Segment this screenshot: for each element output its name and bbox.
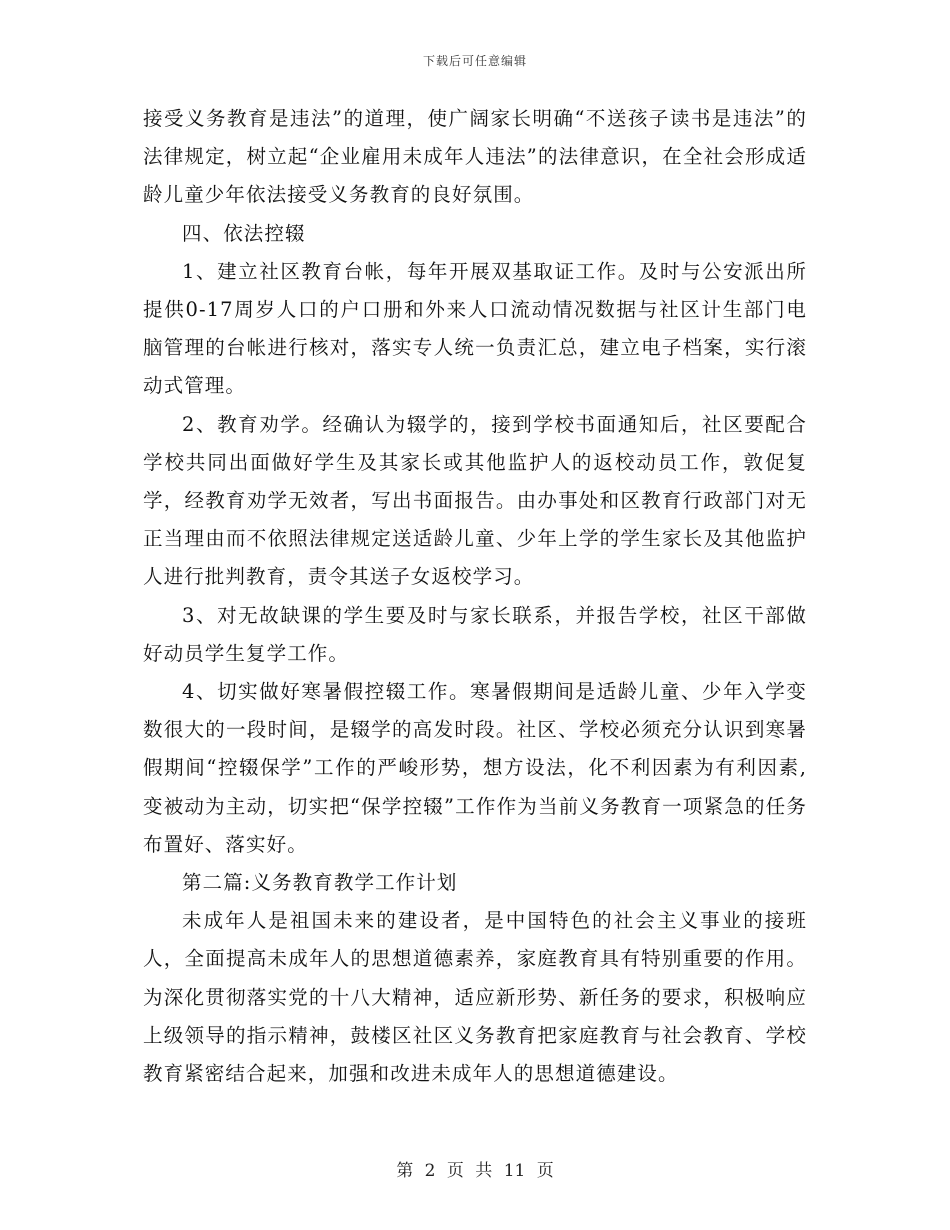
document-body xyxy=(143,100,807,1093)
page-number-footer: 第 2 页 共 11 页 xyxy=(396,1161,554,1181)
paragraph-intro: 未成年人是祖国未来的建设者，是中国特色的社会主义事业的接班人，全面提高未成年人的思想道德素养，家庭教育具有特别重要的作用。为深化贯彻落实党的十八大精神，适应新形势、新任务的要求，积极响应上级领导的指示精神，鼓楼区社区义务教育把家庭教育与社会教育、学校教育紧密结合起来，加强和改进未成年人的思想道德建设。 xyxy=(143,909,807,1086)
paragraph-continued: 接受义务教育是违法”的道理，使广阔家长明确“不送孩子读书是违法”的法律规定，树立起“企业雇用未成年人违法”的法律意识，在全社会形成适龄儿童少年依法接受义务教育的良好氛围。 xyxy=(143,107,807,207)
paragraph-item-3: 3、对无故缺课的学生要及时与家长联系，并报告学校，社区干部做好动员学生复学工作。 xyxy=(143,603,807,665)
paragraph-item-1: 1、建立社区教育台帐，每年开展双基取证工作。及时与公安派出所提供0-17周岁人口的户口册和外来人口流动情况数据与社区计生部门电脑管理的台帐进行核对，落实专人统一负责汇总，建立电子档案，实行滚动式管理。 xyxy=(143,259,807,398)
section-heading-four: 四、依法控辍 xyxy=(182,221,306,245)
header-note: 下载后可任意编辑 xyxy=(422,54,527,68)
chapter-heading-two: 第二篇:义务教育教学工作计划 xyxy=(182,871,458,895)
paragraph-item-4: 4、切实做好寒暑假控辍工作。寒暑假期间是适龄儿童、少年入学变数很大的一段时间，是辍学的高发时段。社区、学校必须充分认识到寒暑假期间“控辍保学”工作的严峻形势，想方设法，化不利因素为有利因素,变被动为主动，切实把“保学控辍”工作作为当前义务教育一项紧急的任务布置好、落实好。 xyxy=(143,680,807,856)
paragraph-item-2: 2、教育劝学。经确认为辍学的，接到学校书面通知后，社区要配合学校共同出面做好学生及其家长或其他监护人的返校动员工作，敦促复学，经教育劝学无效者，写出书面报告。由办事处和区教育行政部门对无正当理由而不依照法律规定送适龄儿童、少年上学的学生家长及其他监护人进行批判教育，责令其送子女返校学习。 xyxy=(143,412,807,589)
